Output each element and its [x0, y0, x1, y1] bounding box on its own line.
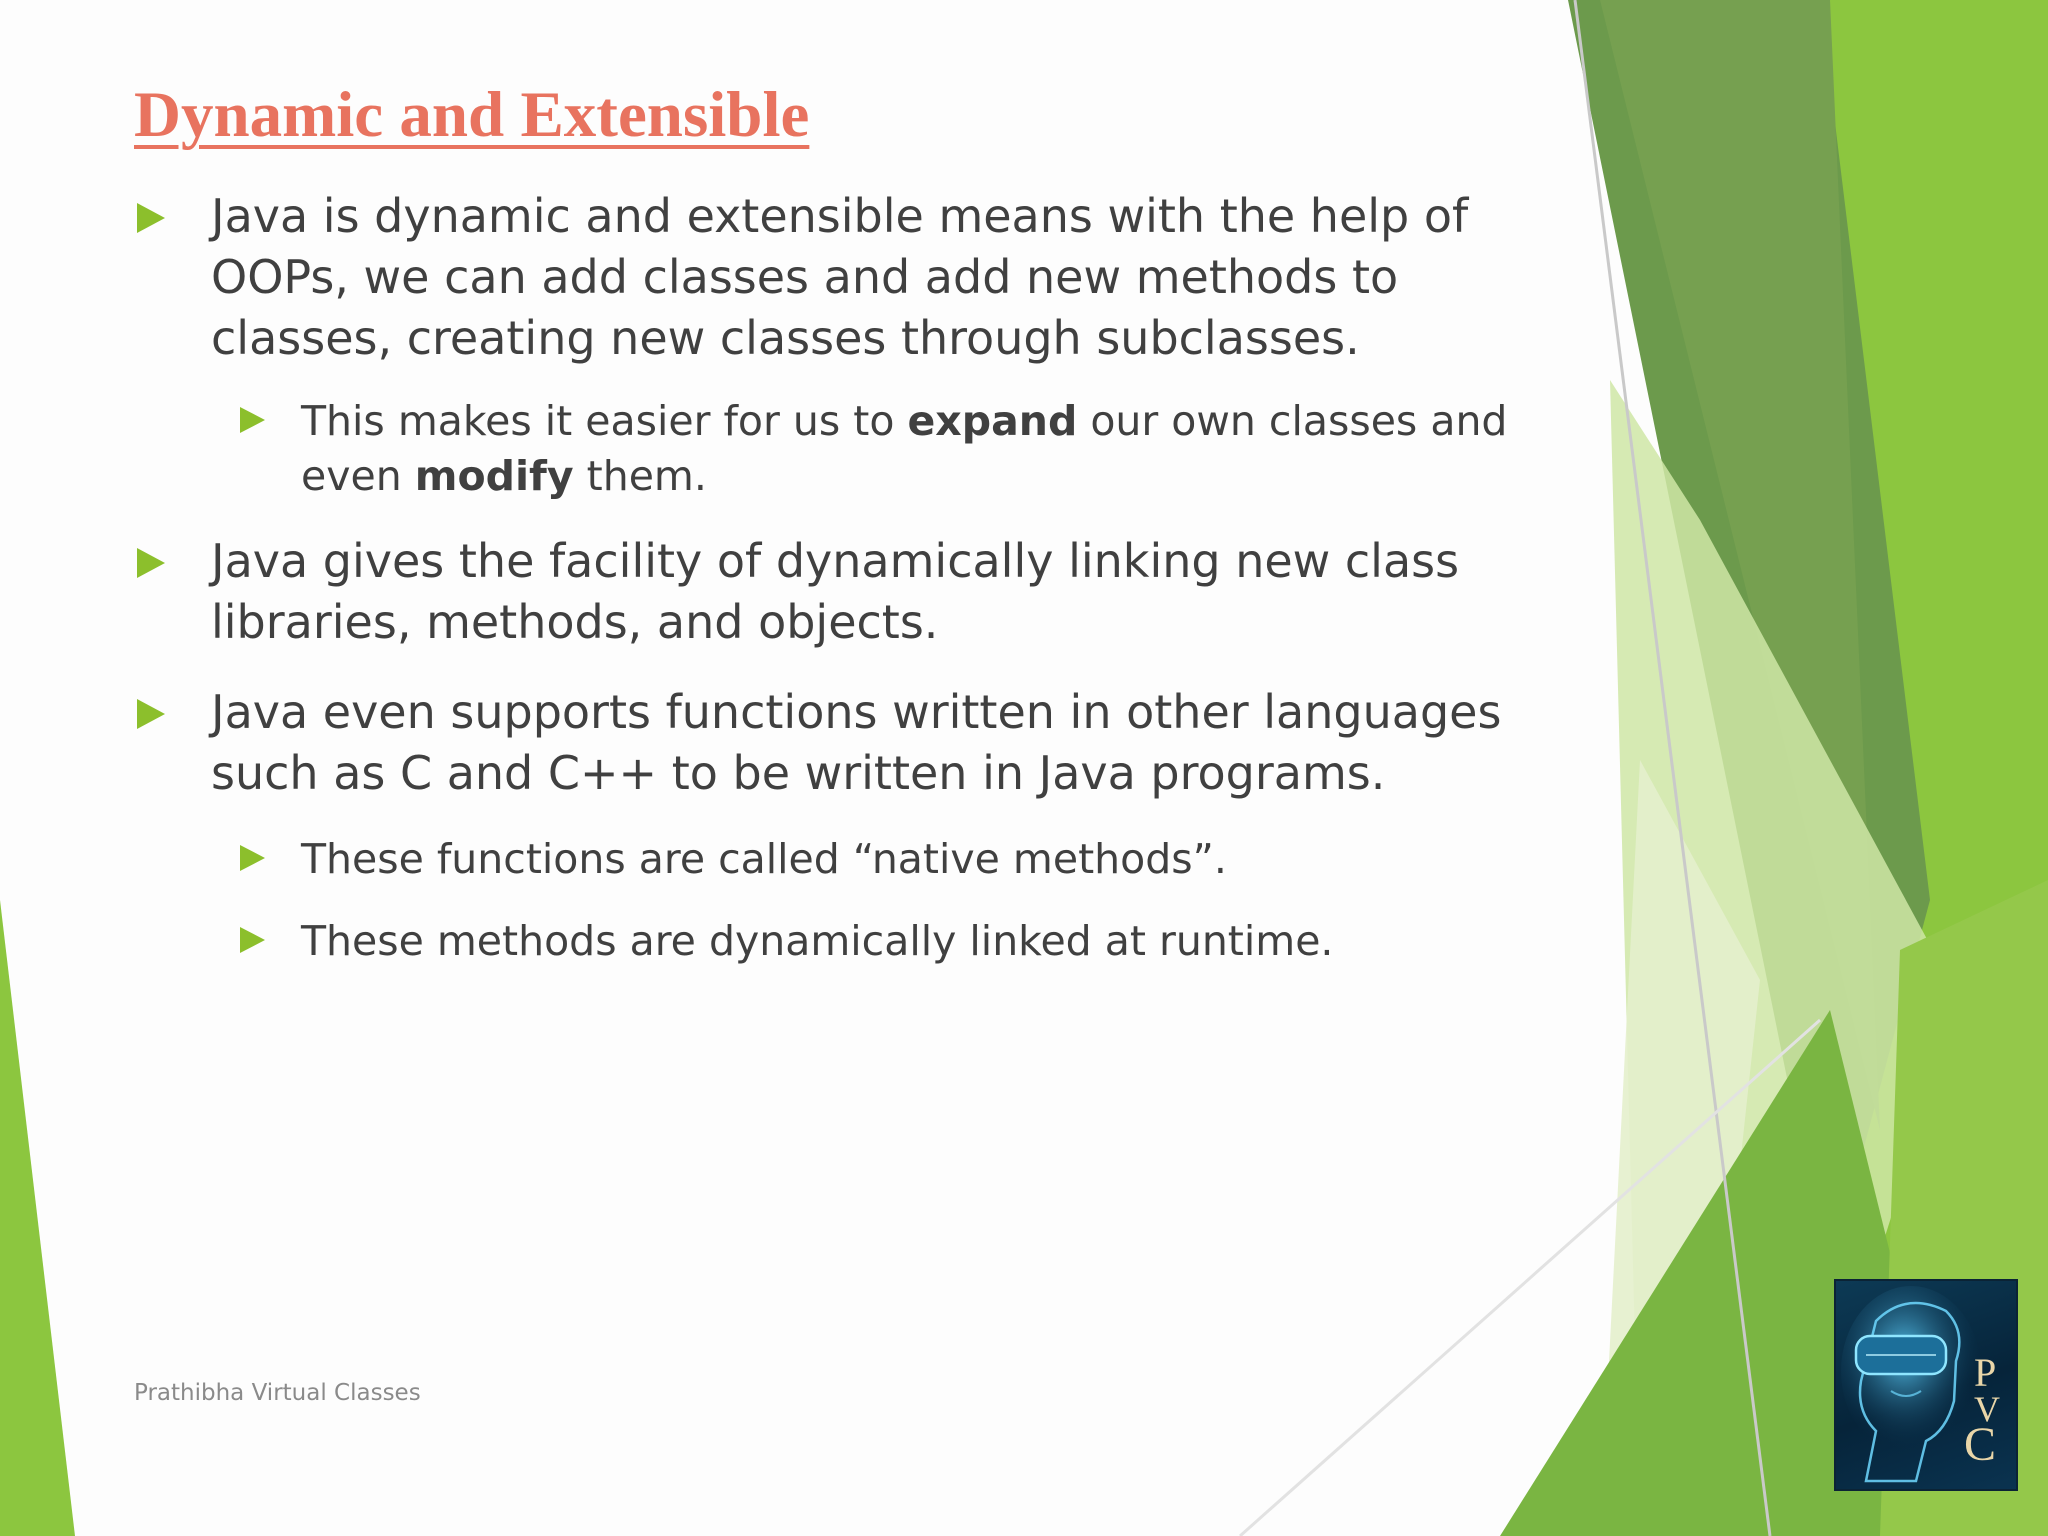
- sub-bullet-item: [134, 914, 1534, 969]
- sub-bullet-item: [134, 832, 1534, 887]
- logo-letter-v: V: [1974, 1389, 2000, 1429]
- bullet-text: Java even supports functions written in other languages such as C and C++ to be written in Java programs.: [211, 685, 1502, 800]
- sub-bullet-item: [134, 394, 1534, 504]
- triangle-bullet-icon: [240, 845, 265, 871]
- pvc-logo: [1834, 1279, 2018, 1491]
- emphasis-expand: expand: [907, 397, 1078, 445]
- slide-footer: Prathibha Virtual Classes: [134, 1380, 421, 1406]
- bullet-item: [134, 186, 1534, 369]
- triangle-bullet-icon: [240, 927, 265, 953]
- logo-letter-p: P: [1974, 1350, 1997, 1395]
- slide-title: Dynamic and Extensible: [134, 79, 810, 151]
- bullet-text: This makes it easier for us to expand our own classes and even modify them.: [301, 397, 1508, 500]
- emphasis-modify: modify: [414, 452, 574, 500]
- bullet-item: [134, 531, 1534, 653]
- triangle-bullet-icon: [137, 699, 165, 729]
- triangle-bullet-icon: [137, 203, 165, 233]
- bullet-text: Java is dynamic and extensible means with the help of OOPs, we can add classes and add new methods to classes, creating new classes through subclasses.: [211, 189, 1469, 365]
- green-wedge-left: [0, 900, 75, 1536]
- bullet-item: [134, 682, 1534, 804]
- logo-letter-c: C: [1964, 1418, 1997, 1471]
- bullet-text: These methods are dynamically linked at runtime.: [301, 917, 1334, 965]
- triangle-bullet-icon: [137, 548, 165, 578]
- bullet-text: Java gives the facility of dynamically linking new class libraries, methods, and objects.: [211, 534, 1460, 649]
- triangle-bullet-icon: [240, 407, 265, 433]
- bullet-list: [134, 186, 1534, 969]
- bullet-text: These functions are called “native methods”.: [301, 835, 1227, 883]
